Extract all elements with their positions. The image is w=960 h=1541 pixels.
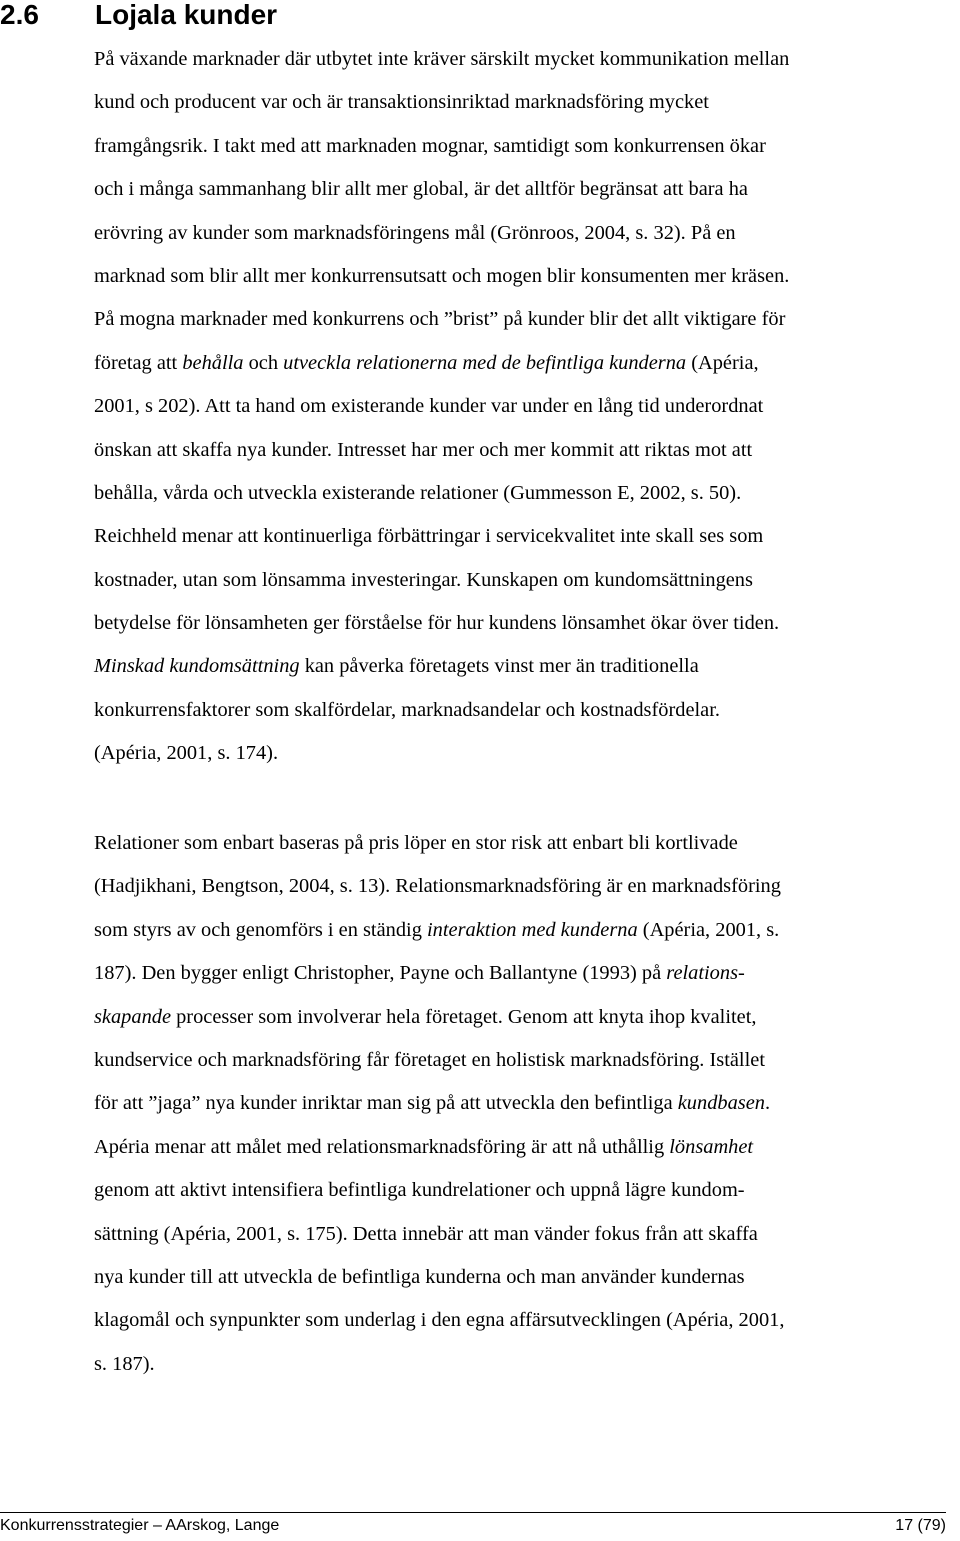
- text-run: Reichheld menar att kontinuerliga förbättringar i servicekvalitet inte skall ses som: [94, 525, 764, 548]
- section-number: 2.6: [0, 0, 39, 30]
- text-run: .: [764, 1092, 771, 1115]
- text-run: (Apéria, 2001, s. 174).: [94, 742, 279, 765]
- text-line: [94, 1082, 960, 1125]
- text-run: På växande marknader där utbytet inte kräver särskilt mycket kommunikation mellan: [94, 48, 790, 70]
- footer-divider: [0, 1512, 946, 1513]
- text-line: [94, 996, 960, 1039]
- paragraph-1: [94, 38, 960, 776]
- text-run: genom att aktivt intensifiera befintliga kundrelationer och uppnå lägre kundom-: [94, 1179, 745, 1202]
- italic-text-run: behålla: [182, 351, 244, 374]
- text-line: [94, 689, 960, 732]
- text-line: [94, 515, 960, 558]
- text-run: (Apéria,: [686, 351, 759, 374]
- text-run: och i många sammanhang blir allt mer global, är det alltför begränsat att bara ha: [94, 178, 748, 201]
- text-line: [94, 385, 960, 428]
- text-line: [94, 559, 960, 602]
- text-line: [94, 81, 960, 124]
- page-number: 17 (79): [895, 1517, 946, 1534]
- text-run: marknad som blir allt mer konkurrensutsatt och mogen blir konsumenten mer kräsen.: [94, 264, 790, 287]
- text-run: kund och producent var och är transaktionsinriktad marknadsföring mycket: [94, 91, 709, 114]
- italic-text-run: skapande: [94, 1005, 172, 1028]
- text-line: [94, 168, 960, 211]
- text-line: [94, 1169, 960, 1212]
- text-line: [94, 822, 960, 865]
- text-run: önskan att skaffa nya kunder. Intresset har mer och mer kommit att riktas mot att: [94, 438, 753, 461]
- text-run: betydelse för lönsamheten ger förståelse för hur kundens lönsamhet ökar över tiden.: [94, 612, 780, 635]
- text-run: På mogna marknader med konkurrens och ”brist” på kunder blir det allt viktigare för: [94, 308, 786, 331]
- text-line: [94, 865, 960, 908]
- footer-title: Konkurrensstrategier – AArskog, Lange: [0, 1517, 280, 1534]
- text-line: [94, 125, 960, 168]
- text-run: kostnader, utan som lönsamma investeringar. Kunskapen om kundomsättningens: [94, 568, 753, 591]
- text-run: Apéria menar att målet med relationsmarknadsföring är att nå uthållig: [94, 1135, 670, 1158]
- italic-text-run: utveckla relationerna med de befintliga kunderna: [283, 351, 687, 374]
- text-line: [94, 732, 960, 775]
- text-run: och: [243, 351, 284, 374]
- italic-text-run: interaktion med kunderna: [427, 918, 638, 941]
- text-run: (Apéria, 2001, s.: [637, 918, 780, 941]
- section-heading: [0, 0, 277, 32]
- text-run: framgångsrik. I takt med att marknaden mognar, samtidigt som konkurrensen ökar: [94, 134, 766, 157]
- text-line: [94, 342, 960, 385]
- paragraph-2: [94, 822, 960, 1386]
- text-line: [94, 645, 960, 688]
- text-run: s. 187).: [94, 1352, 155, 1375]
- text-run: för att ”jaga” nya kunder inriktar man sig på att utveckla den befintliga: [94, 1092, 678, 1115]
- text-run: (Hadjikhani, Bengtson, 2004, s. 13). Relationsmarknadsföring är en marknadsföring: [94, 875, 781, 898]
- text-run: kundservice och marknadsföring får företaget en holistisk marknadsföring. Istället: [94, 1048, 765, 1071]
- text-run: som styrs av och genomförs i en ständig: [94, 918, 428, 941]
- text-run: konkurrensfaktorer som skalfördelar, marknadsandelar och kostnadsfördelar.: [94, 698, 720, 721]
- text-line: [94, 255, 960, 298]
- text-run: nya kunder till att utveckla de befintliga kunderna och man använder kundernas: [94, 1265, 745, 1288]
- text-line: [94, 429, 960, 472]
- text-line: [94, 1039, 960, 1082]
- text-run: 2001, s 202). Att ta hand om existerande kunder var under en lång tid underordnat: [94, 395, 764, 418]
- text-line: [94, 1299, 960, 1342]
- text-run: företag att: [94, 351, 183, 374]
- text-line: [94, 909, 960, 952]
- text-run: klagomål och synpunkter som underlag i den egna affärsutvecklingen (Apéria, 2001,: [94, 1309, 785, 1332]
- text-line: [94, 472, 960, 515]
- text-run: erövring av kunder som marknadsföringens mål (Grönroos, 2004, s. 32). På en: [94, 221, 736, 244]
- text-run: behålla, vårda och utveckla existerande relationer (Gummesson E, 2002, s. 50).: [94, 481, 742, 504]
- text-line: [94, 602, 960, 645]
- text-line: [94, 298, 960, 341]
- text-run: Relationer som enbart baseras på pris löper en stor risk att enbart bli kortlivade: [94, 832, 738, 854]
- text-run: kan påverka företagets vinst mer än traditionella: [299, 655, 699, 678]
- text-run: 187). Den bygger enligt Christopher, Payne och Ballantyne (1993) på: [94, 962, 667, 985]
- text-line: [94, 1126, 960, 1169]
- section-title: Lojala kunder: [95, 0, 278, 30]
- text-run: sättning (Apéria, 2001, s. 175). Detta innebär att man vänder fokus från att skaffa: [94, 1222, 758, 1245]
- italic-text-run: kundbasen: [677, 1092, 765, 1115]
- text-line: [94, 212, 960, 255]
- text-run: processer som involverar hela företaget. Genom att knyta ihop kvalitet,: [171, 1005, 757, 1028]
- text-line: [94, 952, 960, 995]
- text-line: [94, 1256, 960, 1299]
- italic-text-run: relations-: [666, 962, 745, 985]
- text-line: [94, 1343, 960, 1386]
- italic-text-run: Minskad kundomsättning: [94, 655, 300, 678]
- text-line: [94, 1213, 960, 1256]
- italic-text-run: lönsamhet: [669, 1135, 754, 1158]
- text-line: [94, 38, 960, 81]
